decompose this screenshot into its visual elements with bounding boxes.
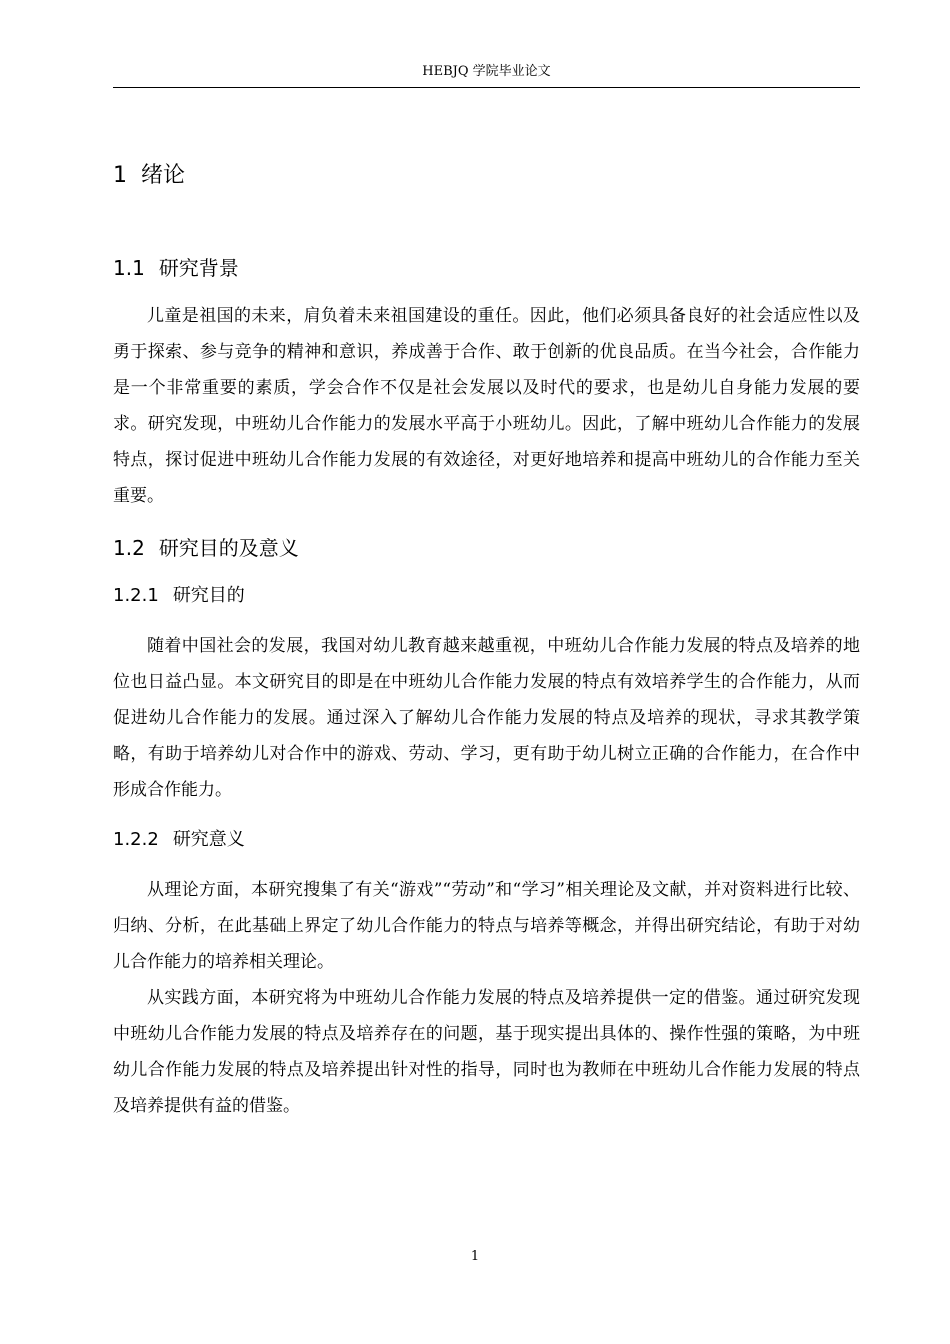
page-number: 1 xyxy=(470,1249,480,1264)
significance-theory-paragraph: 从理论方面，本研究搜集了有关“游戏”“劳动”和“学习”相关理论及文献，并对资料进行比较、归纳、分析，在此基础上界定了幼儿合作能力的特点与培养等概念，并得出研究结论，有助于对幼儿合作能力的培养相关理论。 xyxy=(113,880,860,972)
subsection-number: 1.2.2 xyxy=(113,829,159,850)
section-title: 研究目的及意义 xyxy=(158,536,299,560)
chapter-heading xyxy=(113,150,860,202)
subsection-heading-significance xyxy=(113,822,860,858)
subsection-title: 研究目的 xyxy=(172,585,245,606)
subsection-heading-purpose xyxy=(113,578,860,614)
significance-practice-paragraph: 从实践方面，本研究将为中班幼儿合作能力发展的特点及培养提供一定的借鉴。通过研究发现中班幼儿合作能力发展的特点及培养存在的问题，基于现实提出具体的、操作性强的策略，为中班幼儿合作能力发展的特点及培养提出针对性的指导，同时也为教师在中班幼儿合作能力发展的特点及培养提供有益的借鉴。 xyxy=(113,988,860,1116)
chapter-title: 绪论 xyxy=(141,163,186,188)
section-title: 研究背景 xyxy=(158,256,239,280)
page-header xyxy=(113,62,860,88)
purpose-paragraph: 随着中国社会的发展，我国对幼儿教育越来越重视，中班幼儿合作能力发展的特点及培养的地位也日益凸显。本文研究目的即是在中班幼儿合作能力发展的特点有效培养学生的合作能力，从而促进幼儿合作能力的发展。通过深入了解幼儿合作能力发展的特点及培养的现状，寻求其教学策略，有助于培养幼儿对合作中的游戏、劳动、学习，更有助于幼儿树立正确的合作能力，在合作中形成合作能力。 xyxy=(113,636,860,800)
section-heading-background xyxy=(113,248,860,288)
subsection-title: 研究意义 xyxy=(172,829,245,850)
header-text: HEBJQ 学院毕业论文 xyxy=(422,64,551,79)
section-number: 1.2 xyxy=(113,536,145,560)
document-body xyxy=(113,150,860,1124)
section-number: 1.1 xyxy=(113,256,145,280)
chapter-number: 1 xyxy=(113,163,127,188)
section-heading-purpose-significance xyxy=(113,528,860,568)
subsection-number: 1.2.1 xyxy=(113,585,159,606)
background-paragraph: 儿童是祖国的未来，肩负着未来祖国建设的重任。因此，他们必须具备良好的社会适应性以及勇于探索、参与竞争的精神和意识，养成善于合作、敢于创新的优良品质。在当今社会，合作能力是一个非常重要的素质，学会合作不仅是社会发展以及时代的要求，也是幼儿自身能力发展的要求。研究发现，中班幼儿合作能力的发展水平高于小班幼儿。因此，了解中班幼儿合作能力的发展特点，探讨促进中班幼儿合作能力发展的有效途径，对更好地培养和提高中班幼儿的合作能力至关重要。 xyxy=(113,306,860,506)
